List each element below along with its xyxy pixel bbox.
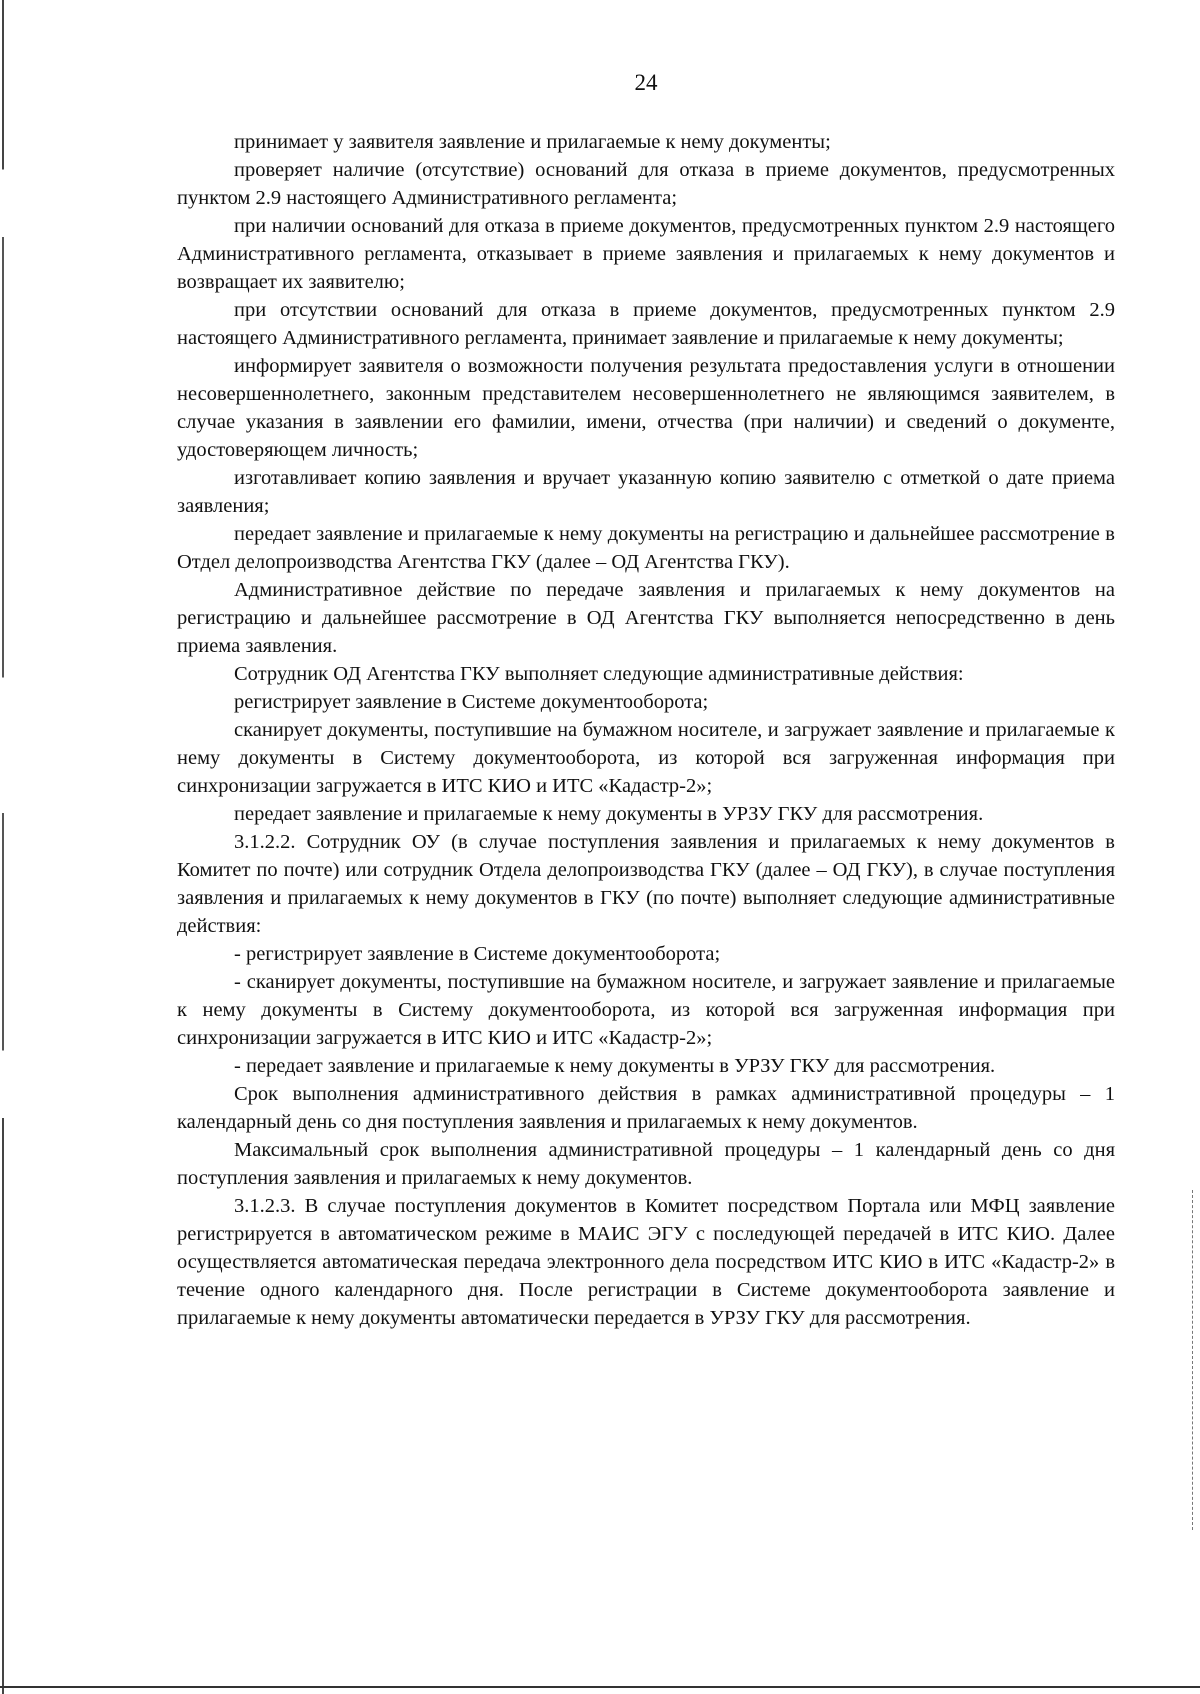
paragraph: сканирует документы, поступившие на бумажном носителе, и загружает заявление и прилагаемые к нему документы в Систему документооборота, из которой вся загруженная информация при синхронизации загружается в ИТС КИО и ИТС «Кадастр-2»; [177, 719, 1115, 797]
paragraph: при наличии оснований для отказа в приеме документов, предусмотренных пунктом 2.9 настоящего Административного регламента, отказывает в приеме заявления и прилагаемых к нему документов и возвращает их заявителю; [177, 215, 1115, 293]
scan-edge-bottom [0, 1686, 1200, 1688]
paragraph: Срок выполнения административного действия в рамках административной процедуры – 1 календарный день со дня поступления заявления и прилагаемых к нему документов. [177, 1083, 1115, 1133]
paragraph: при отсутствии оснований для отказа в приеме документов, предусмотренных пунктом 2.9 настоящего Административного регламента, принимает заявление и прилагаемые к нему документы; [177, 299, 1115, 349]
paragraph: - регистрирует заявление в Системе документооборота; [234, 943, 721, 965]
paragraph: проверяет наличие (отсутствие) оснований для отказа в приеме документов, предусмотренных пунктом 2.9 настоящего Административного регламента; [177, 159, 1115, 209]
paragraph: Административное действие по передаче заявления и прилагаемых к нему документов на регистрацию и дальнейшее рассмотрение в ОД Агентства ГКУ выполняется непосредственно в день приема заявления. [177, 579, 1115, 657]
document-body [177, 128, 1115, 1332]
paragraph: информирует заявителя о возможности получения результата предоставления услуги в отношении несовершеннолетнего, законным представителем несовершеннолетнего не являющимся заявителем, в случае указания в заявлении его фамилии, имени, отчества (при наличии) и сведений о документе, удостоверяющем личность; [177, 355, 1115, 461]
page-number: 24 [634, 70, 658, 95]
paragraph: 3.1.2.3. В случае поступления документов в Комитет посредством Портала или МФЦ заявление регистрируется в автоматическом режиме в МАИС ЭГУ с последующей передачей в ИТС КИО. Далее осуществляется автоматическая передача электронного дела посредством ИТС КИО в ИТС «Кадастр-2» в течение одного календарного дня. После регистрации в Системе документооборота заявление и прилагаемые к нему документы автоматически передается в УРЗУ ГКУ для рассмотрения. [177, 1195, 1115, 1329]
paragraph: - передает заявление и прилагаемые к нему документы в УРЗУ ГКУ для рассмотрения. [234, 1055, 996, 1077]
paragraph: 3.1.2.2. Сотрудник ОУ (в случае поступления заявления и прилагаемых к нему документов в Комитет по почте) или сотрудник Отдела делопроизводства ГКУ (далее – ОД ГКУ), в случае поступления заявления и прилагаемых к нему документов в ГКУ (по почте) выполняет следующие административные действия: [177, 831, 1115, 937]
paragraph: - сканирует документы, поступившие на бумажном носителе, и загружает заявление и прилагаемые к нему документы в Систему документооборота, из которой вся загруженная информация при синхронизации загружается в ИТС КИО и ИТС «Кадастр-2»; [177, 971, 1115, 1049]
paragraph: Максимальный срок выполнения административной процедуры – 1 календарный день со дня поступления заявления и прилагаемых к нему документов. [177, 1139, 1115, 1189]
scan-edge-right [1192, 1190, 1194, 1530]
paragraph: принимает у заявителя заявление и прилагаемые к нему документы; [234, 131, 831, 153]
scan-edge-left [2, 0, 4, 1694]
paragraph: регистрирует заявление в Системе документооборота; [234, 691, 709, 713]
paragraph: передает заявление и прилагаемые к нему документы на регистрацию и дальнейшее рассмотрение в Отдел делопроизводства Агентства ГКУ (далее – ОД Агентства ГКУ). [177, 523, 1115, 573]
paragraph: передает заявление и прилагаемые к нему документы в УРЗУ ГКУ для рассмотрения. [234, 803, 984, 825]
paragraph: Сотрудник ОД Агентства ГКУ выполняет следующие административные действия: [234, 663, 964, 685]
paragraph: изготавливает копию заявления и вручает указанную копию заявителю с отметкой о дате приема заявления; [177, 467, 1115, 517]
